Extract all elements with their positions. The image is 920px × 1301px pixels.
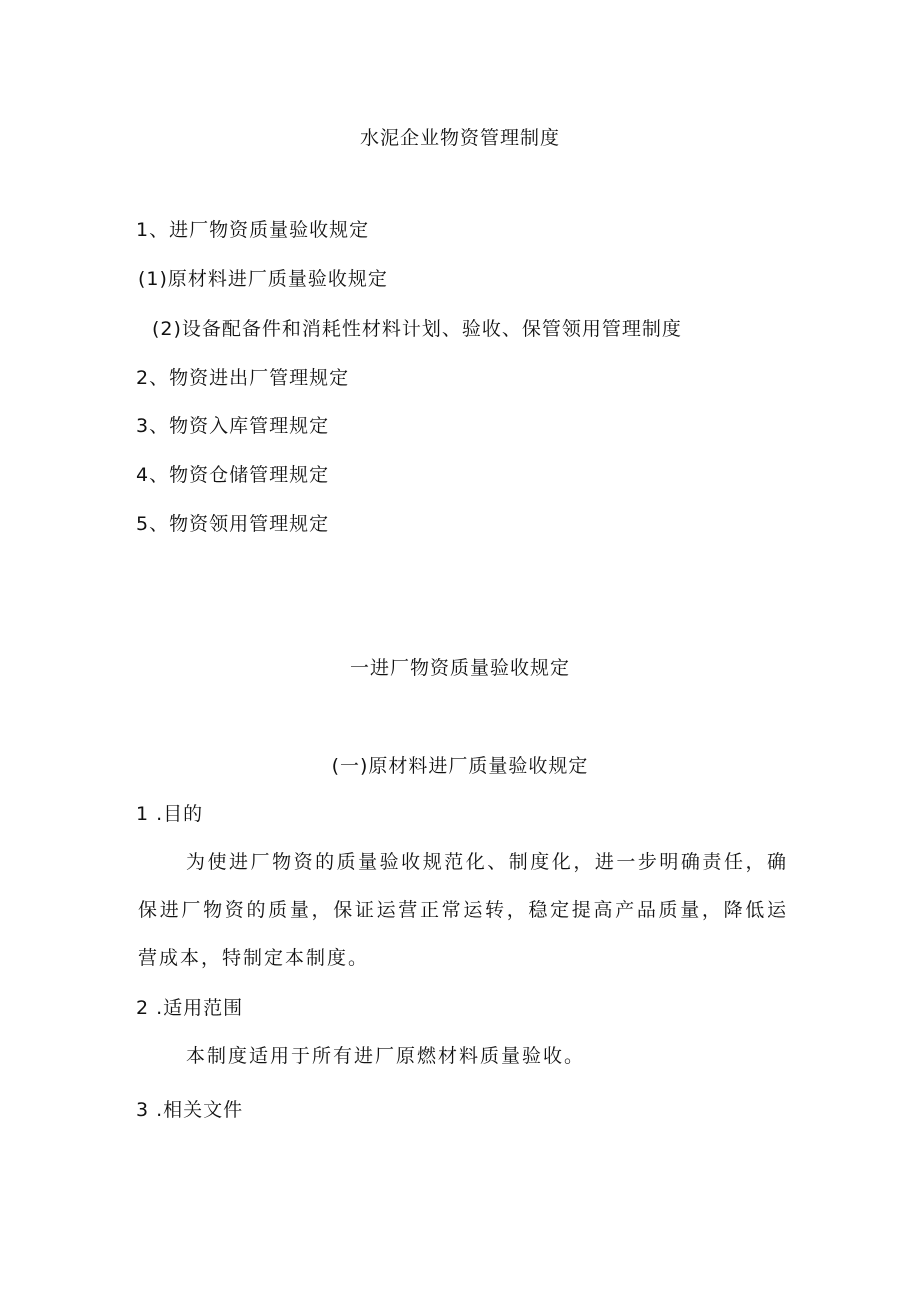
item-heading-purpose: 1 .目的 — [136, 803, 204, 825]
document-title: 水泥企业物资管理制度 — [359, 127, 560, 149]
item-heading-related-documents: 3 .相关文件 — [136, 1099, 244, 1121]
chapter-heading: 一进厂物资质量验收规定 — [349, 657, 570, 679]
toc-item-5: 5、物资领用管理规定 — [136, 513, 330, 535]
section-heading: (一)原材料进厂质量验收规定 — [331, 755, 589, 777]
toc-item-1-1: (1)原材料进厂质量验收规定 — [138, 268, 388, 290]
toc-item-4: 4、物资仓储管理规定 — [136, 464, 330, 486]
item-heading-scope: 2 .适用范围 — [136, 997, 244, 1019]
toc-item-1-2: (2)设备配备件和消耗性材料计划、验收、保管领用管理制度 — [152, 318, 682, 340]
toc-item-2: 2、物资进出厂管理规定 — [136, 367, 350, 389]
toc-item-1: 1、进厂物资质量验收规定 — [136, 219, 370, 241]
toc-item-3: 3、物资入库管理规定 — [136, 415, 330, 437]
item-body-scope: 本制度适用于所有进厂原燃材料质量验收。 — [186, 1045, 586, 1067]
item-body-purpose: 为使进厂物资的质量验收规范化、制度化，进一步明确责任，确保进厂物资的质量，保证运营正常运转，稳定提高产品质量，降低运营成本，特制定本制度。 — [138, 851, 788, 969]
